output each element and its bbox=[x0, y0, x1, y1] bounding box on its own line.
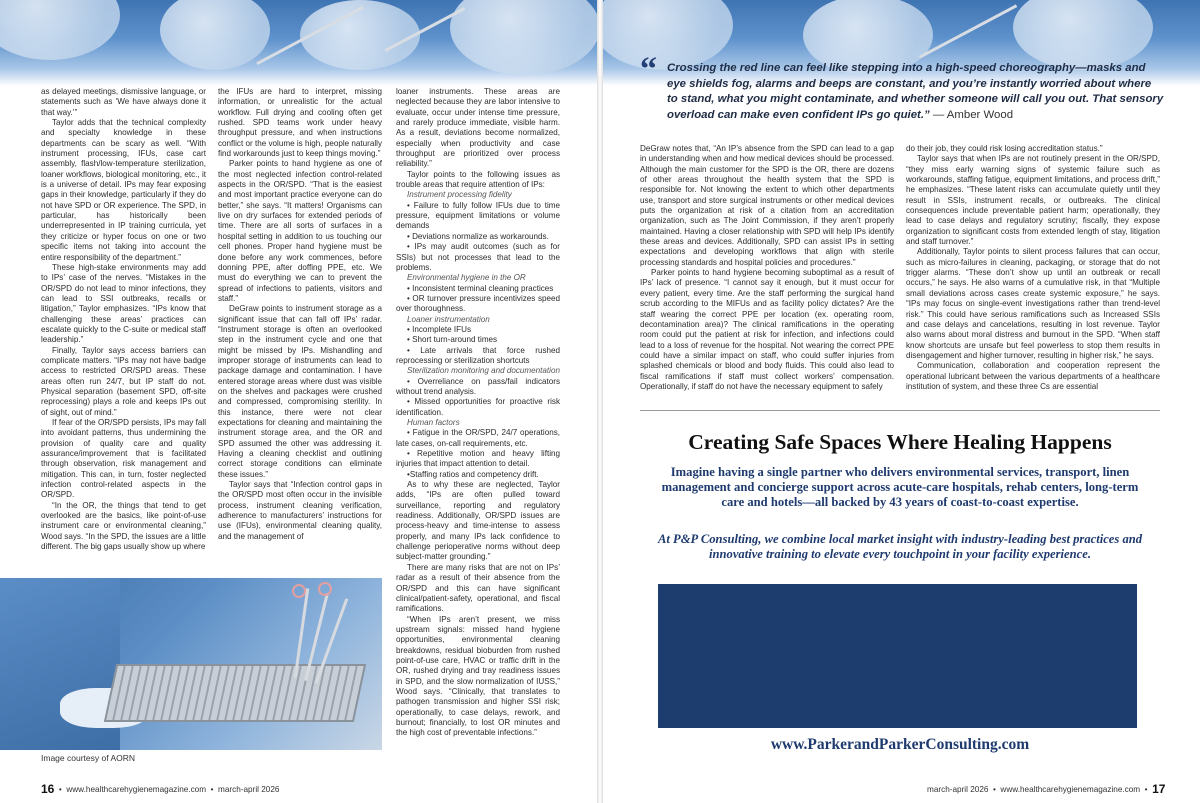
article-paragraph: DeGraw notes that, “An IP’s absence from the SPD can lead to a gap in understanding when and how medical devices should be processed. Although the main customer for the SPD is the OR, there are dozens of other areas throughout the health system that the SPD is responsible for. Not knowing the extent to which other departments use, transport and store surgical instruments or other medical devices puts the organization at risk of a citation from an accreditation organization, such as The Joint Commission, if they aren’t properly maintained. Having a closer relationship with SPD will help IPs identify these areas and devices. Additionally, SPD can assist IPs in setting expectations and developing workflows that align with sterile processing standards and hospital policies and procedures.” bbox=[640, 144, 894, 267]
right-column-1 bbox=[640, 144, 894, 392]
article-paragraph: the IFUs are hard to interpret, missing information, or unrealistic for the actual workflow. Full drying and cooling often get rushed. SPD teams work under heavy throughput pressure, and when instructions conflict or the volume is high, people naturally find workarounds just to keep things moving.” bbox=[218, 87, 382, 159]
article-paragraph: • Late arrivals that force rushed reprocessing or sterilization shortcuts bbox=[396, 345, 560, 365]
folio-issue: march-april 2026 bbox=[927, 785, 989, 794]
folio-site[interactable]: www.healthcarehygienemagazine.com bbox=[1000, 785, 1141, 794]
page-number: 17 bbox=[1152, 782, 1166, 796]
left-column-3 bbox=[396, 87, 560, 739]
left-hero-image bbox=[0, 0, 597, 86]
article-paragraph: Taylor says that when IPs are not routinely present in the OR/SPD, “they miss early warning signs of systemic failure such as workarounds, staffing fatigue, equipment limitations, and process drift,” he emphasizes. “These latent risks can accumulate quietly until they result in SSIs, instrument recalls, or outbreaks. The clinical consequences include preventable patient harm; operationally, they lead to case delays and regulatory scrutiny; fiscally, they expose organization to significant costs from extended length of stay, litigation and staff turnover.” bbox=[906, 154, 1160, 247]
article-paragraph: Parker points to hand hygiene as one of the most neglected infection control-related aspects in the OR/SPD. “That is the easiest and most important practice everyone can do better,” she says. “It matters! Organisms can live on dry surfaces for extended periods of time. There are all sorts of surfaces in a hospital setting in addition to us touching our cell phones. Proper hand hygiene must be done before any work commences, before donning PPE, after doffing PPE, etc. We must do everything we can to prevent the spread of infections to patients, visitors and staff.” bbox=[218, 159, 382, 303]
ad-title: Creating Safe Spaces Where Healing Happens bbox=[688, 430, 1112, 454]
subheading: Human factors bbox=[407, 418, 460, 427]
article-paragraph: As to why these are neglected, Taylor adds, “IPs are often pulled toward surveillance, reporting and regulatory readiness. Additionally, OR/SPD issues are process-heavy and time-intense to assess properly, and many IPs lack confidence to challenge perioperative norms without deep subject-matter grounding.” bbox=[396, 480, 560, 562]
article-paragraph: • Deviations normalize as workarounds. bbox=[407, 231, 549, 241]
left-column-2 bbox=[218, 87, 382, 542]
article-paragraph: If fear of the OR/SPD persists, IPs may fall into avoidant patterns, thus undermining the provision of quality care and quality assurance/improvement that is facilitated through observation, risk management and mitigation. This can, in turn, foster neglected infection control-related aspects in the OR/SPD. bbox=[41, 418, 206, 500]
article-paragraph: • IPs may audit outcomes (such as for SSIs) but not processes that lead to the problems. bbox=[396, 242, 560, 272]
ad-website-link[interactable]: www.ParkerandParkerConsulting.com bbox=[770, 736, 1030, 753]
article-paragraph: Parker points to hand hygiene becoming suboptimal as a result of IPs’ lack of presence. “I cannot say it enough, but it must occur for every patient, every time. Are the staff performing the surgical hand scrub according to the MIFUs and as facility policy dictates? Are the staff wearing the correct PPE per location (ex. operating room, decontamination area)? The clinical ramifications in the operating room could put the patient at risk for infection, and infections could lead to a loss of revenue for the hospital. Not wearing the correct PPE could have a similar impact on staff, who could suffer injuries from splashed chemicals or blood and body fluids. This could also lead to fiscal ramifications if staff must collect workers’ compensation. Operationally, if staff do not have the necessary equipment to safely bbox=[640, 268, 894, 391]
ad-body: Imagine having a single partner who delivers environmental services, transport, linen management and concierge support across acute-care hospitals, rehab centers, long-term care and hotels—all backed by 43 years of coast-to-coast expertise. bbox=[661, 465, 1139, 510]
article-paragraph: Additionally, Taylor points to silent process failures that can occur, such as micro-failures in cleaning, packaging, or storage that do not trigger alarms. “These don’t show up until an outbreak or recall occurs,” he says. He also warns of a cumulative risk, in that “Multiple small deviations across cases create systemic exposure,” he says. “IPs may focus on single-event investigations rather than trend-level risk.” This could have serious ramifications such as Increased SSIs and case delays and cancelations, resulting in lost revenue. Taylor also warns about moral distress and burnout in the SPD. “When staff know shortcuts are unsafe but feel powerless to stop them results in disengagement and higher turnover, resulting in higher risk,” he says. bbox=[906, 247, 1160, 360]
article-paragraph: do their job, they could risk losing accreditation status.” bbox=[906, 144, 1103, 153]
left-column-1 bbox=[41, 87, 206, 552]
article-paragraph: There are many risks that are not on IPs’ radar as a result of their absence from the OR/SPD and this can have significant clinical/patient-safety, operational, and fiscal ramifications. bbox=[396, 562, 560, 614]
article-paragraph: Finally, Taylor says access barriers can complicate matters. “IPs may not have badge access to restricted OR/SPD areas. These areas often run 24/7, but IP staff do not. Physical separation (basement SPD, off-site reprocessing) plays a role and keeps IPs out of sight, out of mind.” bbox=[41, 345, 206, 417]
folio-site[interactable]: www.healthcarehygienemagazine.com bbox=[66, 785, 207, 794]
article-paragraph: These high-stake environments may add to IPs’ case of the nerves. “Mistakes in the OR/SPD do not lead to minor infections, they can lead to SSI outbreaks, recalls or litigation,” Taylor emphasizes. “IPs know that challenging these areas’ practices can escalate quickly to the C-suite or medical staff leadership.” bbox=[41, 262, 206, 345]
photo-caption: Image courtesy of AORN bbox=[41, 753, 136, 763]
article-paragraph: as delayed meetings, dismissive language, or statements such as ‘We have always done it that way.’” bbox=[41, 87, 206, 117]
article-paragraph: • Overreliance on pass/fail indicators without trend analysis. bbox=[396, 376, 560, 396]
article-paragraph: • Missed opportunities for proactive risk identification. bbox=[396, 397, 560, 417]
article-paragraph: loaner instruments. These areas are neglected because they are labor intensive to evaluate, occur under intense time pressure, and rarely produce immediate, visible harm. As a result, deviations become normalized, especially when productivity and case throughput are prioritized over process reliability.” bbox=[396, 87, 560, 169]
pull-quote-text: Crossing the red line can feel like stepping into a high-speed choreography—masks and eye shields fog, alarms and beeps are constant, and you’re instantly worried about where to stand, what you might contaminate, and whether someone will call you out. That sensory overload can make even confident IPs go quiet.” bbox=[667, 62, 1164, 121]
article-paragraph: • Incomplete IFUs bbox=[407, 324, 472, 334]
quote-mark-icon: “ bbox=[640, 51, 657, 88]
page-spine bbox=[597, 0, 603, 803]
subheading: Environmental hygiene in the OR bbox=[407, 273, 526, 283]
article-paragraph: • Fatigue in the OR/SPD, 24/7 operations, late cases, on-call requirements, etc. bbox=[396, 428, 560, 448]
article-paragraph: • Failure to fully follow IFUs due to time pressure, equipment limitations or volume demands bbox=[396, 200, 560, 231]
article-paragraph: “When IPs aren’t present, we miss upstream signals: missed hand hygiene opportunities, environmental cleaning breakdowns, residual bioburden from rushed point-of-use care, HVAC or traffic drift in the OR, rushed drying and tray readiness issues in SPD, and the slow normalization of IUSS,” Wood says. “Clinically, that translates to pathogen transmission and higher SSI risk; operationally, to case delays, rework, and burnout; financially, to lost OR minutes and the high cost of preventable infections.” bbox=[396, 614, 560, 738]
article-paragraph: Taylor says that “Infection control gaps in the OR/SPD most often occur in the invisible process, instrument cleaning verification, adherence to manufacturers’ instructions for use (IFUs), environmental cleaning quality, and the management of bbox=[218, 480, 382, 541]
article-paragraph: • Inconsistent terminal cleaning practices bbox=[407, 283, 554, 293]
surgical-instruments-photo bbox=[0, 578, 382, 750]
pull-quote bbox=[667, 61, 1164, 123]
article-paragraph: Taylor points to the following issues as trouble areas that require attention of IPs: bbox=[396, 169, 560, 190]
right-folio: march-april 2026 • www.healthcarehygienemagazine.com • 17 bbox=[927, 782, 1166, 796]
page-number: 16 bbox=[41, 782, 55, 796]
divider bbox=[640, 410, 1160, 411]
ad-image-panel bbox=[658, 584, 1137, 728]
folio-issue: march-april 2026 bbox=[218, 785, 280, 794]
article-paragraph: • Repetitive motion and heavy lifting injuries that impact attention to detail. bbox=[396, 449, 560, 469]
article-paragraph: • Short turn-around times bbox=[407, 335, 498, 345]
ad-tagline: At P&P Consulting, we combine local market insight with industry-leading best practices and innovative training to elevate every touchpoint in your facility experience. bbox=[657, 532, 1143, 562]
article-paragraph: •Staffing ratios and competency drift. bbox=[407, 469, 539, 479]
article-paragraph: “In the OR, the things that tend to get overlooked are the basics, like point-of-use instrument care or environmental cleaning,” Wood says. “In the SPD, the issues are a little different. The big gaps usually show up where bbox=[41, 500, 206, 552]
article-paragraph: Communication, collaboration and cooperation represent the operational lubricant between the various departments of a healthcare institution of system, and these three Cs are essential bbox=[906, 361, 1160, 391]
article-paragraph: DeGraw points to instrument storage as a significant issue that can fall off IPs’ radar. “Instrument storage is often an overlooked step in the instrument cycle and one that might be missed by IPs. Mishandling and improper storage of instruments can lead to package damage and contamination. I have entered storage areas where dust was visible on the shelves and packages were crushed and compressed, compromising sterility. In this instance, there were not clear expectations for cleaning and maintaining the instrument storage area, and the OR and SPD assumed the other was addressing it. Having a cleaning checklist and outlining correct storage conditions can eliminate these issues.” bbox=[218, 304, 382, 479]
left-folio: 16 • www.healthcarehygienemagazine.com • march-april 2026 bbox=[41, 782, 280, 796]
subheading: Sterilization monitoring and documentation bbox=[407, 366, 560, 376]
article-paragraph: • OR turnover pressure incentivizes speed over thoroughness. bbox=[396, 293, 560, 314]
article-paragraph: Taylor adds that the technical complexity and specialty knowledge in these departments can be scary as well. “With instrument processing, IFUs, case cart assembly, flash/low-temperature sterilization, loaner workflows, biological monitoring, etc., it is a universe of detail. IPs may fear exposing gaps in their knowledge, particularly if they do not have SPD or OR experience. The SPD, in particular, has historically been underrepresented in IP training curricula, yet they criticize or hyper focus on one or two specific items not taking into account the entire responsibility of the department.” bbox=[41, 118, 206, 262]
pull-quote-attribution: — Amber Wood bbox=[932, 108, 1014, 121]
right-column-2 bbox=[906, 144, 1160, 392]
subheading: Loaner instrumentation bbox=[407, 314, 490, 324]
subheading: Instrument processing fidelity bbox=[407, 190, 512, 200]
